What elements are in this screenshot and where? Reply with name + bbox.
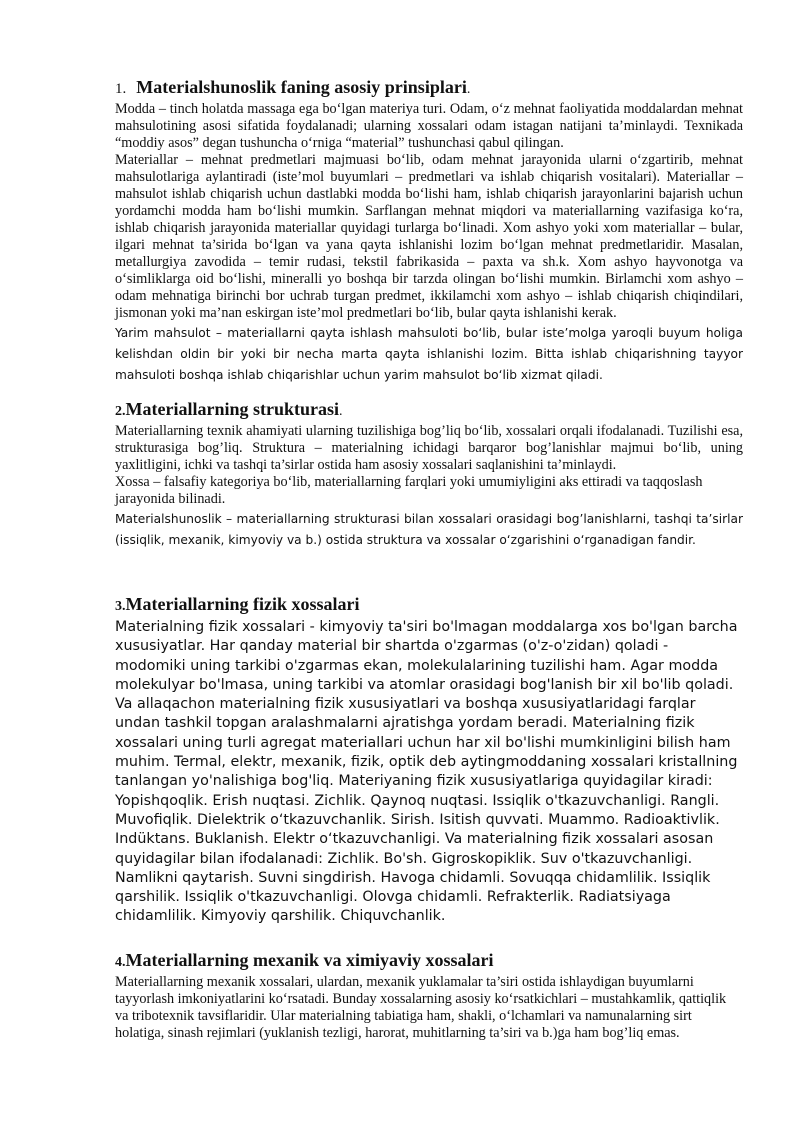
- section-2-title: Materiallarning strukturasi: [125, 399, 339, 419]
- section-2-title-end: .: [339, 404, 343, 419]
- section-3-title: Materiallarning fizik xossalari: [125, 594, 360, 614]
- section-1-title-end: .: [466, 82, 471, 97]
- section-2-number: 2.: [115, 404, 126, 419]
- section-4-title: Materiallarning mexanik va ximiyaviy xossalari: [125, 949, 494, 970]
- section-3-number: 3.: [115, 599, 126, 614]
- section-1-paragraph-3: Yarim mahsulot – materiallarni qayta ishlash mahsuloti bo‘lib, bular iste’molga yaroqli buyum holiga kelishdan oldin bir yoki bir necha marta qayta ishlanishi lozim. Bitta ishlab chiqarishning tayyor mahsuloti boshqa ishlab chiqarishlar uchun yarim mahsulot bo‘lib xizmat qiladi.: [115, 326, 743, 382]
- section-4-heading: [115, 949, 743, 974]
- section-3-heading: [115, 593, 743, 618]
- section-4-number: 4.: [115, 954, 126, 970]
- section-2-heading: [115, 398, 743, 423]
- section-2-paragraph-1: Materiallarning texnik ahamiyati ularning tuzilishiga bog’liq bo‘lib, xossalari orqali ifodalanadi. Tuzilishi esa, strukturasiga bog’liq. Struktura – materialning ichidagi barqaror bog’lanishlar majmui bo‘lib, uning yaxlitligini, ichki va tashqi ta’sirlar ostida ham asosiy xossalari saqlanishini ta’minlaydi.: [115, 423, 743, 473]
- section-1-number: 1.: [115, 81, 127, 97]
- section-2-paragraph-2: Xossa – falsafiy kategoriya bo‘lib, materiallarning farqlari yoki umumiyligini aks ettiradi va taqqoslash jarayonida bilinadi.: [115, 474, 703, 507]
- section-3-paragraph-1: Materialning fizik xossalari - kimyoviy ta'siri bo'lmagan moddalarga xos bo'lgan barcha xususiyatlar. Har qanday material bir shartda o'zgarmas (o'z-o'zidan) qoladi - modomiki uning tarkibi o'zgarmas ekan, molekulalarining tuzilishi ham. Agar modda molekulyar bo'lmasa, uning tarkibi va atomlar orasidagi bog'lanish bir xil bo'lib qoladi. Va allaqachon materialning fizik xususiyatlari va boshqa xususiyatlaridagi farqlar undan tashkil topgan aralashmalarni ajratishga yordam beradi. Materialning fizik xossalari uning turli agregat materiallari uchun har xil bo'lishi mumkinligini bilish ham muhim. Termal, elektr, mexanik, fizik, optik deb aytingmoddaning xossalari kristallning tanlangan yo'nalishiga bog'liq. Materiyaning fizik xususiyatlariga quyidagilar kiradi: Yopishqoqlik. Erish nuqtasi. Zichlik. Qaynoq nuqtasi. Issiqlik o'tkazuvchanligi. Rangli. Muvofiqlik. Dielektrik o‘tkazuvchanlik. Sirish. Isitish quvvati. Muammo. Radioaktivlik. Indüktans. Buklanish. Elektr o‘tkazuvchanligi. Va materialning fizik xossalari asosan quyidagilar bilan ifodalanadi: Zichlik. Bo'sh. Gigroskopiklik. Suv o'tkazuvchanligi. Namlikni qaytarish. Suvni singdirish. Havoga chidamli. Sovuqqa chidamlilik. Issiqlik qarshilik. Issiqlik o'tkazuvchanligi. Olovga chidamli. Refrakterlik. Radiatsiyaga chidamlilik. Kimyoviy qarshilik. Chiquvchanlik.: [115, 619, 738, 925]
- section-1-heading: [115, 76, 743, 101]
- section-1-paragraph-1: Modda – tinch holatda massaga ega bo‘lgan materiya turi. Odam, o‘z mehnat faoliyatida moddalardan mehnat mahsulotining asosi sifatida foydalanadi; ularning xossalari odam istagan natijani ta’minlaydi. Texnikada “moddiy asos” degan tushuncha o‘rniga “material” tushunchasi qabul qilingan.: [115, 101, 743, 151]
- section-1-paragraph-2: Materiallar – mehnat predmetlari majmuasi bo‘lib, odam mehnat jarayonida ularni o‘zgartirib, mehnat mahsulotlariga aylantiradi (iste’mol buyumlari – predmetlari va ishlab chiqarish vositalari). Materiallar – mahsulot ishlab chiqarish uchun dastlabki modda bo‘lishi ham, ishlab chiqarish jarayonlarini bajarish uchun yordamchi modda ham bo‘lishi mumkin. Sarflangan mehnat miqdori va materiallarning vazifasiga ko‘ra, ishlab chiqarish jarayonida materiallar quyidagi turlarga bo‘linadi. Xom ashyo yoki xom materiallar – bular, ilgari mehnat ta’sirida bo‘lgan va yana qayta ishlanishi lozim bo‘lgan mehnat predmetlaridir. Masalan, metallurgiya zavodida – temir rudasi, tekstil fabrikasida – paxta va sh.k. Xom ashyo hayvonotga va o‘simliklarga oid bo‘lishi, mineralli yo boshqa bir tarzda olingan bo‘lishi mumkin. Birlamchi xom ashyo – odam mehnatiga birinchi bor uchrab turgan predmet, ikkilamchi xom ashyo – ishlab chiqarish chiqindilari, jismonan yoki ma’nan eskirgan iste’mol predmetlari bo‘lib, bular qayta ishlanishi kerak.: [115, 152, 743, 321]
- section-4-paragraph-1: Materiallarning mexanik xossalari, ulardan, mexanik yuklamalar ta’siri ostida ishlaydigan buyumlarni tayyorlash imkoniyatlarini ko‘rsatadi. Bunday xossalarning asosiy ko‘rsatkichlari – mustahkamlik, qattiqlik va tribotexnik tavsiflaridir. Ular materialning tabiatiga ham, shakli, o‘lchamlari va namunalarning sirt holatiga, sinash rejimlari (yuklanish tezligi, harorat, muhitlarning ta’siri va b.)ga ham bog’liq emas.: [115, 973, 727, 1041]
- section-1-title: Materialshunoslik faning asosiy prinsiplari: [136, 77, 467, 97]
- document-page: [115, 76, 743, 1042]
- section-2-paragraph-3: Materialshunoslik – materiallarning strukturasi bilan xossalari orasidagi bog’lanishlarni, tashqi ta’sirlar (issiqlik, mexanik, kimyoviy va b.) ostida struktura va xossalar o‘zgarishini o‘rganadigan fandir.: [115, 512, 743, 547]
